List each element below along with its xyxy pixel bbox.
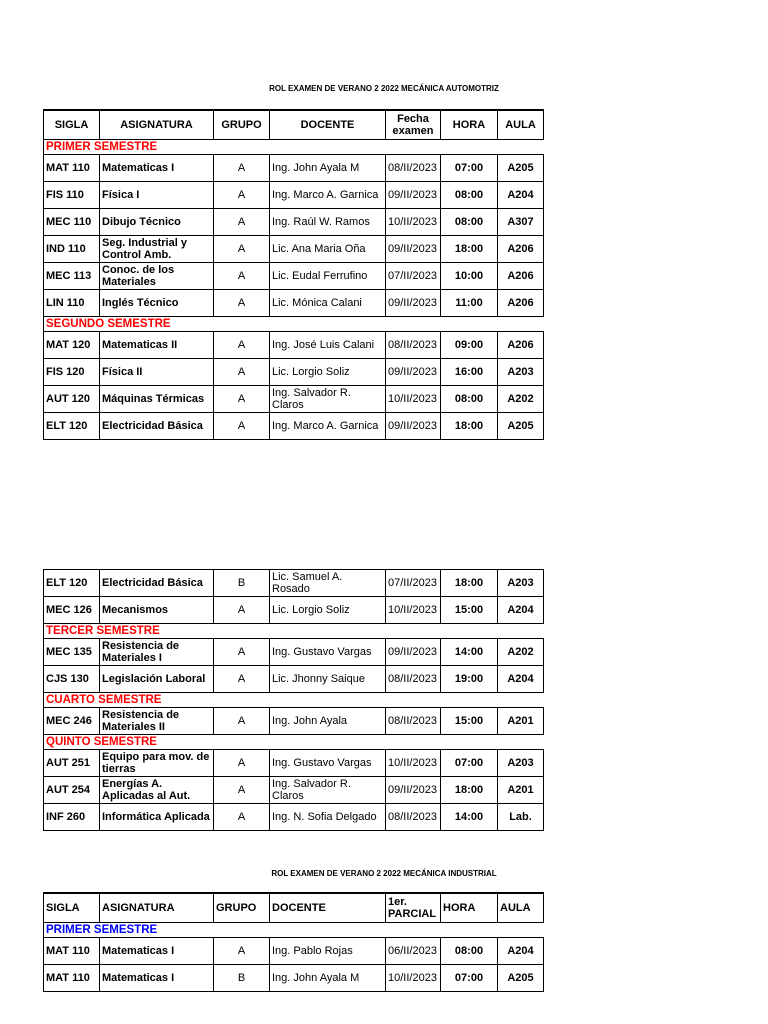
cell-docente: Lic. Lorgio Soliz	[270, 597, 386, 624]
header-grupo: GRUPO	[214, 110, 270, 140]
cell-sigla: MEC 126	[44, 597, 100, 624]
cell-hora: 08:00	[441, 209, 498, 236]
cell-hora: 19:00	[441, 666, 498, 693]
cell-hora: 07:00	[441, 155, 498, 182]
cell-docente: Ing. Gustavo Vargas	[270, 750, 386, 777]
semester-label: SEGUNDO SEMESTRE	[44, 317, 544, 332]
header-fecha: 1er. PARCIAL	[386, 893, 441, 923]
header-hora: HORA	[441, 110, 498, 140]
cell-asignatura: Seg. Industrial y Control Amb.	[100, 236, 214, 263]
table-row	[44, 666, 544, 693]
cell-grupo: A	[214, 209, 270, 236]
cell-aula: A206	[498, 236, 544, 263]
cell-fecha: 10/II/2023	[386, 597, 441, 624]
cell-asignatura: Dibujo Técnico	[100, 209, 214, 236]
cell-sigla: MEC 110	[44, 209, 100, 236]
cell-fecha: 10/II/2023	[386, 386, 441, 413]
semester-row	[44, 624, 544, 639]
cell-asignatura: Conoc. de los Materiales	[100, 263, 214, 290]
cell-fecha: 09/II/2023	[386, 639, 441, 666]
cell-hora: 11:00	[441, 290, 498, 317]
cell-sigla: ELT 120	[44, 570, 100, 597]
cell-grupo: A	[214, 666, 270, 693]
header-hora: HORA	[441, 893, 498, 923]
cell-sigla: FIS 120	[44, 359, 100, 386]
header-docente: DOCENTE	[270, 110, 386, 140]
cell-hora: 09:00	[441, 332, 498, 359]
cell-aula: A204	[498, 938, 544, 965]
semester-label: PRIMER SEMESTRE	[44, 923, 544, 938]
cell-grupo: A	[214, 182, 270, 209]
cell-docente: Lic. Mónica Calani	[270, 290, 386, 317]
header-sigla: SIGLA	[44, 110, 100, 140]
cell-aula: A307	[498, 209, 544, 236]
cell-hora: 10:00	[441, 263, 498, 290]
semester-row	[44, 693, 544, 708]
cell-hora: 07:00	[441, 750, 498, 777]
cell-aula: A202	[498, 386, 544, 413]
cell-asignatura: Física I	[100, 182, 214, 209]
table-row	[44, 182, 544, 209]
cell-docente: Ing. Salvador R. Claros	[270, 386, 386, 413]
table3-title: ROL EXAMEN DE VERANO 2 2022 MECÁNICA INDUSTRIAL	[271, 869, 497, 878]
cell-hora: 08:00	[441, 182, 498, 209]
table1-title: ROL EXAMEN DE VERANO 2 2022 MECÁNICA AUTOMOTRIZ	[269, 84, 499, 93]
cell-aula: A202	[498, 639, 544, 666]
table-row	[44, 209, 544, 236]
cell-grupo: A	[214, 386, 270, 413]
semester-label: PRIMER SEMESTRE	[44, 140, 544, 155]
cell-asignatura: Máquinas Térmicas	[100, 386, 214, 413]
header-aula: AULA	[498, 110, 544, 140]
cell-grupo: A	[214, 938, 270, 965]
header-grupo: GRUPO	[214, 893, 270, 923]
semester-label: QUINTO SEMESTRE	[44, 735, 544, 750]
cell-asignatura: Matematicas I	[100, 938, 214, 965]
cell-hora: 15:00	[441, 708, 498, 735]
cell-fecha: 08/II/2023	[386, 332, 441, 359]
cell-grupo: B	[214, 965, 270, 992]
cell-aula: A203	[498, 750, 544, 777]
table-row	[44, 708, 544, 735]
cell-fecha: 10/II/2023	[386, 965, 441, 992]
cell-fecha: 09/II/2023	[386, 290, 441, 317]
table-row	[44, 332, 544, 359]
cell-fecha: 08/II/2023	[386, 804, 441, 831]
cell-hora: 18:00	[441, 236, 498, 263]
cell-docente: Ing. Marco A. Garnica	[270, 182, 386, 209]
cell-asignatura: Física II	[100, 359, 214, 386]
cell-sigla: IND 110	[44, 236, 100, 263]
cell-aula: Lab.	[498, 804, 544, 831]
cell-aula: A204	[498, 666, 544, 693]
cell-grupo: A	[214, 290, 270, 317]
cell-docente: Ing. John Ayala M	[270, 965, 386, 992]
cell-hora: 18:00	[441, 777, 498, 804]
table-row	[44, 155, 544, 182]
cell-docente: Ing. N. Sofia Delgado	[270, 804, 386, 831]
cell-aula: A201	[498, 708, 544, 735]
header-asignatura: ASIGNATURA	[100, 110, 214, 140]
cell-docente: Lic. Eudal Ferrufino	[270, 263, 386, 290]
cell-sigla: CJS 130	[44, 666, 100, 693]
cell-docente: Ing. John Ayala M	[270, 155, 386, 182]
semester-row	[44, 923, 544, 938]
cell-fecha: 07/II/2023	[386, 570, 441, 597]
cell-hora: 07:00	[441, 965, 498, 992]
cell-hora: 08:00	[441, 386, 498, 413]
cell-aula: A203	[498, 359, 544, 386]
cell-grupo: A	[214, 750, 270, 777]
cell-grupo: A	[214, 708, 270, 735]
cell-docente: Ing. Pablo Rojas	[270, 938, 386, 965]
cell-asignatura: Electricidad Básica	[100, 570, 214, 597]
cell-grupo: A	[214, 263, 270, 290]
cell-aula: A204	[498, 182, 544, 209]
table-header-row	[44, 893, 544, 923]
cell-docente: Ing. José Luis Calani	[270, 332, 386, 359]
cell-hora: 14:00	[441, 639, 498, 666]
table-row	[44, 639, 544, 666]
exam-table-automotriz-continued	[43, 569, 544, 831]
cell-aula: A205	[498, 413, 544, 440]
table-row	[44, 236, 544, 263]
table-row	[44, 965, 544, 992]
cell-asignatura: Energías A. Aplicadas al Aut.	[100, 777, 214, 804]
table-row	[44, 777, 544, 804]
cell-hora: 16:00	[441, 359, 498, 386]
cell-sigla: MAT 110	[44, 965, 100, 992]
table-row	[44, 597, 544, 624]
cell-grupo: A	[214, 332, 270, 359]
cell-docente: Ing. Marco A. Garnica	[270, 413, 386, 440]
cell-fecha: 08/II/2023	[386, 708, 441, 735]
cell-hora: 08:00	[441, 938, 498, 965]
semester-row	[44, 317, 544, 332]
cell-sigla: AUT 254	[44, 777, 100, 804]
cell-aula: A205	[498, 965, 544, 992]
cell-fecha: 08/II/2023	[386, 666, 441, 693]
exam-table-industrial	[43, 892, 544, 992]
cell-docente: Ing. John Ayala	[270, 708, 386, 735]
semester-row	[44, 735, 544, 750]
cell-hora: 18:00	[441, 413, 498, 440]
header-fecha: Fecha examen	[386, 110, 441, 140]
cell-aula: A205	[498, 155, 544, 182]
cell-asignatura: Matematicas I	[100, 965, 214, 992]
table-header-row	[44, 110, 544, 140]
cell-docente: Ing. Gustavo Vargas	[270, 639, 386, 666]
cell-asignatura: Informática Aplicada	[100, 804, 214, 831]
cell-docente: Lic. Samuel A. Rosado	[270, 570, 386, 597]
cell-grupo: B	[214, 570, 270, 597]
cell-aula: A206	[498, 263, 544, 290]
cell-fecha: 09/II/2023	[386, 182, 441, 209]
table-row	[44, 750, 544, 777]
cell-hora: 14:00	[441, 804, 498, 831]
cell-grupo: A	[214, 639, 270, 666]
header-asignatura: ASIGNATURA	[100, 893, 214, 923]
cell-fecha: 09/II/2023	[386, 413, 441, 440]
cell-sigla: AUT 120	[44, 386, 100, 413]
cell-asignatura: Equipo para mov. de tierras	[100, 750, 214, 777]
cell-sigla: MAT 110	[44, 155, 100, 182]
cell-asignatura: Mecanismos	[100, 597, 214, 624]
cell-docente: Ing. Salvador R. Claros	[270, 777, 386, 804]
cell-fecha: 09/II/2023	[386, 236, 441, 263]
cell-docente: Lic. Jhonny Saique	[270, 666, 386, 693]
table-row	[44, 570, 544, 597]
cell-hora: 18:00	[441, 570, 498, 597]
cell-grupo: A	[214, 155, 270, 182]
exam-table-automotriz	[43, 109, 544, 440]
cell-grupo: A	[214, 236, 270, 263]
table-row	[44, 413, 544, 440]
cell-grupo: A	[214, 777, 270, 804]
cell-sigla: AUT 251	[44, 750, 100, 777]
cell-sigla: LIN 110	[44, 290, 100, 317]
semester-label: CUARTO SEMESTRE	[44, 693, 544, 708]
cell-fecha: 10/II/2023	[386, 750, 441, 777]
header-aula: AULA	[498, 893, 544, 923]
cell-fecha: 09/II/2023	[386, 359, 441, 386]
cell-aula: A206	[498, 290, 544, 317]
header-sigla: SIGLA	[44, 893, 100, 923]
cell-aula: A201	[498, 777, 544, 804]
cell-sigla: MAT 110	[44, 938, 100, 965]
cell-asignatura: Matematicas II	[100, 332, 214, 359]
cell-sigla: MEC 113	[44, 263, 100, 290]
cell-aula: A203	[498, 570, 544, 597]
cell-docente: Ing. Raúl W. Ramos	[270, 209, 386, 236]
cell-sigla: FIS 110	[44, 182, 100, 209]
cell-aula: A206	[498, 332, 544, 359]
cell-grupo: A	[214, 359, 270, 386]
cell-fecha: 09/II/2023	[386, 777, 441, 804]
cell-grupo: A	[214, 804, 270, 831]
header-docente: DOCENTE	[270, 893, 386, 923]
cell-asignatura: Resistencia de Materiales II	[100, 708, 214, 735]
cell-docente: Lic. Lorgio Soliz	[270, 359, 386, 386]
cell-sigla: MAT 120	[44, 332, 100, 359]
table-row	[44, 263, 544, 290]
cell-grupo: A	[214, 597, 270, 624]
cell-sigla: ELT 120	[44, 413, 100, 440]
cell-fecha: 08/II/2023	[386, 155, 441, 182]
cell-asignatura: Electricidad Básica	[100, 413, 214, 440]
cell-sigla: MEC 246	[44, 708, 100, 735]
cell-sigla: MEC 135	[44, 639, 100, 666]
table-row	[44, 386, 544, 413]
cell-asignatura: Legislación Laboral	[100, 666, 214, 693]
cell-grupo: A	[214, 413, 270, 440]
cell-asignatura: Resistencia de Materiales I	[100, 639, 214, 666]
semester-label: TERCER SEMESTRE	[44, 624, 544, 639]
cell-asignatura: Inglés Técnico	[100, 290, 214, 317]
table-row	[44, 804, 544, 831]
table-row	[44, 359, 544, 386]
table-row	[44, 290, 544, 317]
cell-aula: A204	[498, 597, 544, 624]
semester-row	[44, 140, 544, 155]
cell-fecha: 07/II/2023	[386, 263, 441, 290]
cell-asignatura: Matematicas I	[100, 155, 214, 182]
cell-hora: 15:00	[441, 597, 498, 624]
cell-sigla: INF 260	[44, 804, 100, 831]
cell-fecha: 10/II/2023	[386, 209, 441, 236]
cell-docente: Lic. Ana Maria Oña	[270, 236, 386, 263]
cell-fecha: 06/II/2023	[386, 938, 441, 965]
table-row	[44, 938, 544, 965]
